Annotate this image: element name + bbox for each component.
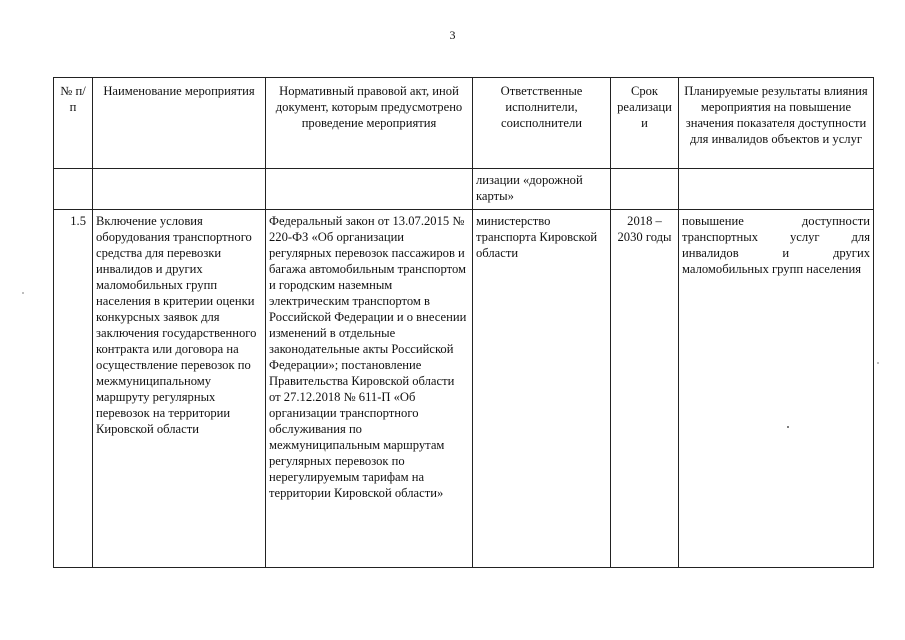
header-activity-name: Наименование мероприятия: [93, 78, 266, 169]
cell-executors: лизации «дорожной карты»: [473, 169, 611, 210]
cell-term: 2018 – 2030 годы: [611, 210, 679, 568]
cell-term: [611, 169, 679, 210]
table-row: [54, 169, 874, 210]
cell-activity-name: [93, 169, 266, 210]
cell-number: [54, 169, 93, 210]
cell-activity-name: Включение условия оборудования транспортного средства для перевозки инвалидов и других маломобильных групп населения в критерии оценки конкурсных заявок для заключения государственного контракта или договора на осуществление перевозок по межмуниципальному маршруту регулярных перевозок на территории Кировской области: [93, 210, 266, 568]
cell-legal-act: [266, 169, 473, 210]
cell-executors: министерство транспорта Кировской области: [473, 210, 611, 568]
table-header-row: [54, 78, 874, 169]
cell-results: [679, 169, 874, 210]
header-term: Срок реализации: [611, 78, 679, 169]
header-legal-act: Нормативный правовой акт, иной документ, которым предусмотрено проведение мероприятия: [266, 78, 473, 169]
page-number: 3: [449, 28, 456, 42]
scan-speck: [22, 292, 24, 294]
cell-number: 1.5: [54, 210, 93, 568]
header-number: № п/п: [54, 78, 93, 169]
table-row: [54, 210, 874, 568]
activities-table: [53, 77, 874, 568]
cell-legal-act: Федеральный закон от 13.07.2015 № 220-ФЗ «Об организации регулярных перевозок пассажиров и багажа автомобильным транспортом и городским наземным электрическим транспортом в Российской Федерации и о внесении изменений в отдельные законодательные акты Российской Федерации»; постановление Правительства Кировской области от 27.12.2018 № 611-П «Об организации транспортного обслуживания по межмуниципальным маршрутам регулярных перевозок по нерегулируемым тарифам на территории Кировской области»: [266, 210, 473, 568]
header-results: Планируемые результаты влияния мероприятия на повышение значения показателя доступности для инвалидов объектов и услуг: [679, 78, 874, 169]
cell-results: повышение доступности транспортных услуг для инвалидов и других маломобильных групп населения: [679, 210, 874, 568]
scan-speck: [877, 362, 879, 364]
scan-speck: [787, 426, 789, 428]
header-executors: Ответственные исполнители, соисполнители: [473, 78, 611, 169]
